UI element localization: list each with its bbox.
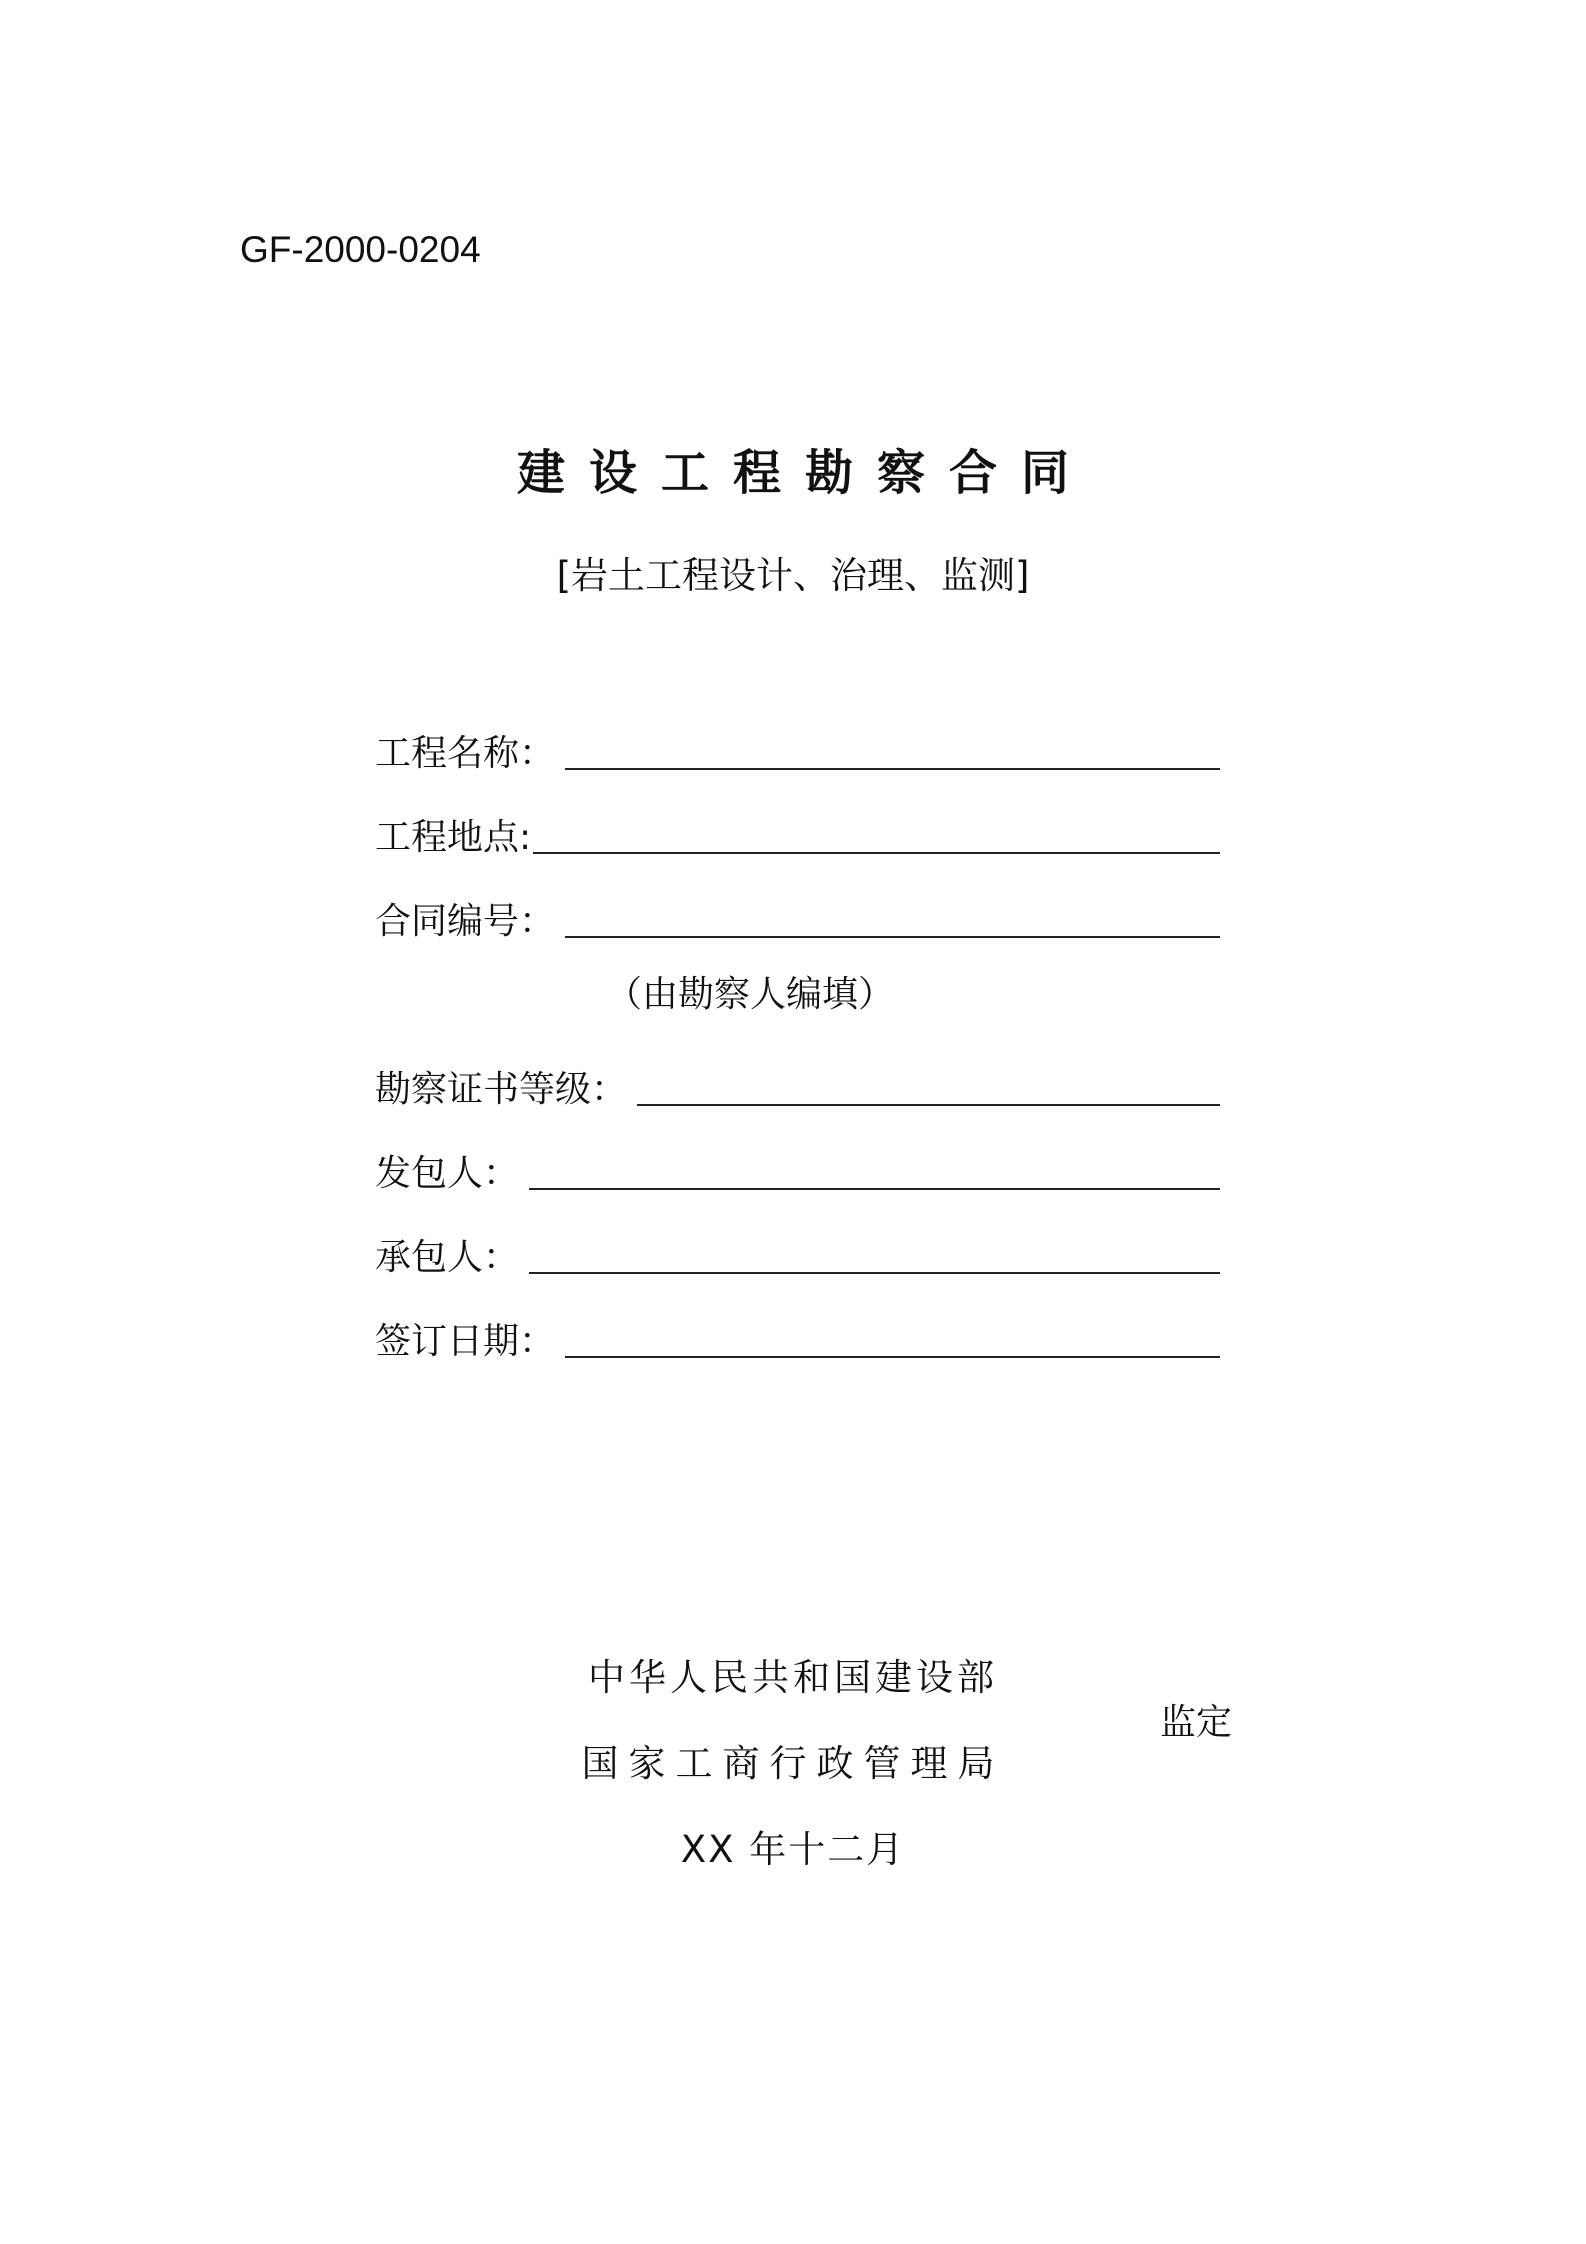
document-subtitle: [岩土工程设计、治理、监测] [556, 554, 1030, 597]
employer-field [375, 1144, 1220, 1196]
certificate-grade-field [375, 1060, 1220, 1112]
project-location-line [533, 850, 1220, 854]
project-name-field [375, 724, 1220, 776]
contract-number-note-text: （由勘察人编填） [605, 974, 894, 1015]
project-location-field [375, 808, 1220, 860]
certificate-grade-line [637, 1102, 1220, 1106]
document-code: GF-2000-0204 [240, 229, 481, 270]
supervise-label: 监定 [1160, 1702, 1233, 1743]
employer-line [529, 1186, 1220, 1190]
issuer-ministry: 中华人民共和国建设部 [588, 1656, 998, 1699]
contractor-line [529, 1270, 1220, 1274]
project-location-label: 工程地点: [375, 817, 532, 858]
issuer-administration: 国家工商行政管理局 [581, 1742, 1005, 1785]
document-title: 建设工程勘察合同 [516, 445, 1093, 501]
certificate-grade-label: 勘察证书等级： [375, 1069, 628, 1110]
signing-date-field [375, 1312, 1220, 1364]
contract-number-label: 合同编号： [375, 901, 556, 942]
project-name-label: 工程名称： [375, 733, 556, 774]
contract-number-line [565, 934, 1220, 938]
contractor-label: 承包人： [375, 1237, 520, 1278]
signing-date-line [565, 1354, 1220, 1358]
employer-label: 发包人： [375, 1153, 520, 1194]
contract-number-note [0, 972, 1586, 1018]
contract-number-field [375, 892, 1220, 944]
contractor-field [375, 1228, 1220, 1280]
issue-date: XX 年十二月 [680, 1828, 906, 1871]
project-name-line [565, 766, 1220, 770]
signing-date-label: 签订日期： [375, 1321, 556, 1362]
